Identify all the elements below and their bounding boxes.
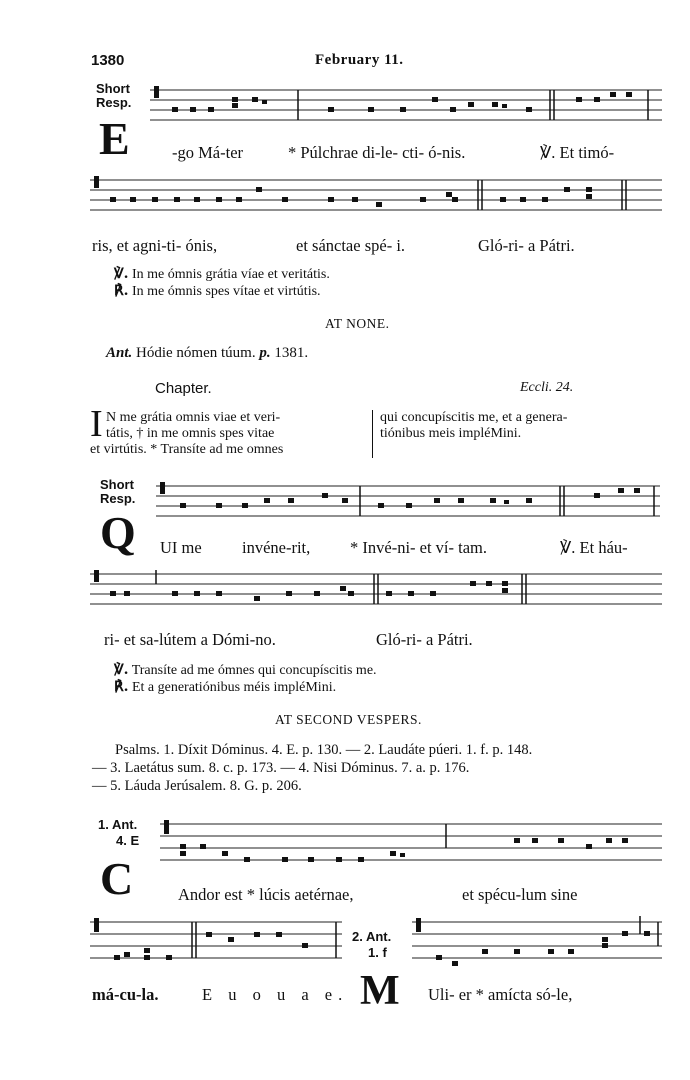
initial-letter: C [100, 853, 134, 904]
lyric-text: má-cu-la. [92, 985, 159, 1004]
versicle-text: Transíte ad me ómnes qui concupíscitis me. [131, 663, 377, 678]
page-ref-number: 1381. [274, 345, 309, 361]
response [114, 679, 336, 696]
page-ref-label: p. [259, 345, 271, 361]
chapter-line: tátis, † in me omnis spes vitae [106, 426, 275, 441]
chapter-line: qui concupíscitis me, et a genera- [380, 410, 568, 425]
lyric-text: * Púlchrae di-le- cti- ó-nis. [288, 143, 466, 162]
chapter-reference: Eccli. 24. [520, 380, 574, 395]
initial-letter: Q [100, 507, 136, 558]
chapter-line: N me grátia omnis viae et veri- [106, 410, 281, 425]
music-staff [150, 86, 662, 132]
lyric-text: * Invé-ni- et ví- tam. [350, 538, 487, 557]
page-title: February 11. [315, 52, 404, 68]
chapter-dropcap: I [90, 403, 103, 445]
lyric-text: ri- et sa-lútem a Dómi-no. [104, 630, 276, 649]
lyric-text: Uli- er * amícta só-le, [428, 985, 573, 1004]
initial-letter: M [360, 968, 400, 1014]
versicle-symbol: ℣. [114, 662, 129, 678]
initial-letter: E [99, 113, 130, 164]
psalms-line: Psalms. 1. Díxit Dóminus. 4. E. p. 130. — 2. Laudáte púeri. 1. f. p. 148. [115, 742, 533, 758]
short-resp-label: Short Resp. [96, 81, 132, 110]
antiphon-label: 1. Ant. [98, 817, 138, 832]
lyric-text: ℣. Et timó- [540, 143, 615, 162]
antiphon-text: Hódie nómen túum. [136, 345, 256, 361]
section-heading: AT NONE. [325, 316, 390, 331]
antiphon-reference [106, 345, 308, 362]
music-staff [412, 912, 662, 968]
short-resp-label: Short Resp. [100, 477, 136, 506]
lyric-text: -go Má-ter [172, 143, 244, 162]
antiphon-prefix: Ant. [106, 345, 133, 361]
music-staff [90, 566, 662, 616]
lyric-text: UI me [160, 538, 202, 557]
versicle-text: In me ómnis grátia víae et veritátis. [131, 267, 330, 282]
chapter-line: et virtútis. * Transíte ad me omnes [90, 442, 284, 457]
chapter-label: Chapter. [155, 380, 212, 397]
lyric-text: et spécu-lum sine [462, 885, 578, 904]
lyric-text: ris, et agni-ti- ónis, [92, 236, 218, 255]
response-text: Et a generatiónibus méis impléMini. [131, 680, 337, 695]
column-divider [372, 410, 373, 458]
response-text: In me ómnis spes vítae et virtútis. [131, 284, 321, 299]
antiphon-mode: 1. f [368, 945, 387, 960]
versicle-symbol: ℣. [114, 266, 129, 282]
antiphon-label: 2. Ant. [352, 929, 392, 944]
psalms-line: — 3. Laetátus sum. 8. c. p. 173. — 4. Nisi Dóminus. 7. a. p. 176. [92, 760, 470, 776]
section-heading: AT SECOND VESPERS. [275, 712, 422, 727]
lyric-text: et sánctae spé- i. [296, 236, 406, 255]
music-staff [156, 480, 660, 526]
music-staff [90, 172, 662, 222]
psalms-line: — 5. Láuda Jerúsalem. 8. G. p. 206. [92, 778, 302, 794]
lyric-text: Andor est * lúcis aetérnae, [178, 885, 354, 904]
response-symbol: ℟. [114, 283, 129, 299]
lyric-text: Gló-ri- a Pátri. [478, 236, 575, 255]
music-staff [160, 818, 662, 870]
chapter-line: tiónibus meis impléMini. [380, 426, 522, 441]
lyric-text: Gló-ri- a Pátri. [376, 630, 473, 649]
lyric-text: invéne-rit, [242, 538, 311, 557]
lyric-text: ℣. Et háu- [560, 538, 628, 557]
lyric-text: E u o u a e. [202, 985, 349, 1004]
response [114, 283, 321, 300]
response-symbol: ℟. [114, 679, 129, 695]
versicle [114, 266, 330, 283]
versicle [114, 662, 377, 679]
music-staff [90, 912, 342, 968]
page-number: 1380 [91, 52, 125, 69]
antiphon-mode: 4. E [116, 833, 140, 848]
